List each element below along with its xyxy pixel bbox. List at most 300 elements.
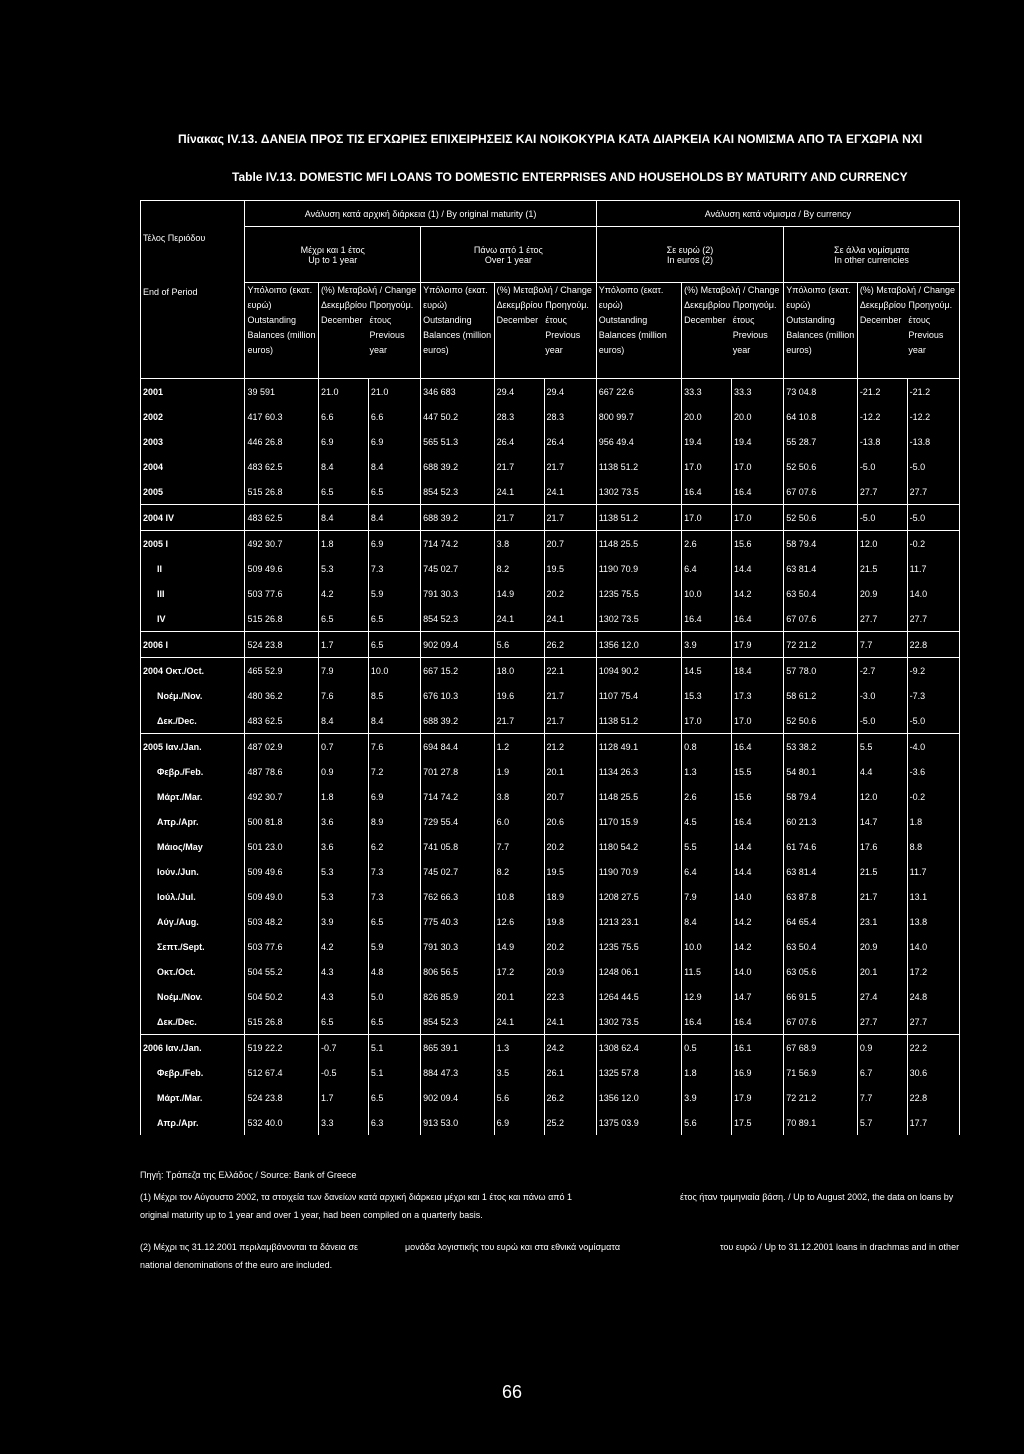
row-label: Σεπτ./Sept.	[141, 934, 245, 959]
change-cell: 17.5	[732, 1110, 784, 1135]
change-cell: 6.5	[368, 1009, 420, 1035]
balance-cell: 487 02.9	[245, 734, 319, 760]
balance-cell: 509 49.0	[245, 884, 319, 909]
change-cell: 0.9	[319, 759, 369, 784]
balance-cell: 1302 73.5	[596, 479, 681, 505]
change-cell: 1.8	[907, 809, 959, 834]
change-cell: 4.3	[319, 959, 369, 984]
change-cell: 24.1	[544, 479, 596, 505]
change-cell: 1.8	[319, 784, 369, 809]
balance-cell: 509 49.6	[245, 556, 319, 581]
change-cell: 26.1	[544, 1060, 596, 1085]
balance-cell: 741 05.8	[421, 834, 495, 859]
balance-cell: 688 39.2	[421, 505, 495, 531]
change-cell: 6.6	[319, 404, 369, 429]
balance-cell: 884 47.3	[421, 1060, 495, 1085]
balance-cell: 1264 44.5	[596, 984, 681, 1009]
change-cell: 14.7	[732, 984, 784, 1009]
change-cell: 6.4	[682, 556, 732, 581]
euro-header: Σε ευρώ (2) In euros (2)	[596, 227, 784, 283]
table-row	[141, 606, 960, 632]
change-cell: 18.4	[732, 658, 784, 684]
row-label: Αύγ./Aug.	[141, 909, 245, 934]
change-cell: 20.9	[857, 581, 907, 606]
change-cell: 16.4	[732, 1009, 784, 1035]
dec-header: Δεκεμβρίου December	[684, 300, 731, 325]
change-cell: 8.4	[368, 708, 420, 734]
change-cell: 20.7	[544, 784, 596, 809]
change-cell: 3.3	[319, 1110, 369, 1135]
change-cell: 20.9	[544, 959, 596, 984]
balance-cell: 70 89.1	[784, 1110, 858, 1135]
balance-header: Υπόλοιπο (εκατ. ευρώ) Outstanding Balances (million euros)	[421, 283, 495, 379]
table-row	[141, 708, 960, 734]
change-cell: 0.9	[857, 1035, 907, 1061]
change-cell: 4.2	[319, 581, 369, 606]
balance-cell: 667 15.2	[421, 658, 495, 684]
change-cell: 14.2	[732, 581, 784, 606]
change-cell: 1.7	[319, 1085, 369, 1110]
change-cell: 18.9	[544, 884, 596, 909]
balance-cell: 447 50.2	[421, 404, 495, 429]
balance-cell: 688 39.2	[421, 708, 495, 734]
change-cell: 26.4	[544, 429, 596, 454]
change-cell: 29.4	[494, 379, 544, 405]
balance-cell: 902 09.4	[421, 632, 495, 658]
change-cell: 17.0	[682, 505, 732, 531]
balance-cell: 503 77.6	[245, 934, 319, 959]
change-cell: 7.3	[368, 884, 420, 909]
balance-cell: 1094 90.2	[596, 658, 681, 684]
change-cell: 15.6	[732, 784, 784, 809]
change-cell: 5.3	[319, 859, 369, 884]
dec-header: Δεκεμβρίου December	[859, 300, 906, 325]
balance-cell: 515 26.8	[245, 1009, 319, 1035]
dec-header: Δεκεμβρίου December	[496, 300, 543, 325]
change-cell: -0.2	[907, 531, 959, 557]
change-cell: 19.8	[544, 909, 596, 934]
footnote-1b: έτος ήταν τριμηνιαία βάση. / Up to August 2002, the data on loans by	[680, 1192, 954, 1202]
footnote-2a: (2) Μέχρι τις 31.12.2001 περιλαμβάνονται τα δάνεια σε	[140, 1242, 359, 1252]
table-row	[141, 454, 960, 479]
change-cell: 6.5	[368, 909, 420, 934]
change-cell: 17.6	[857, 834, 907, 859]
change-cell: 20.6	[544, 809, 596, 834]
change-cell: 27.4	[857, 984, 907, 1009]
change-cell: 8.4	[319, 505, 369, 531]
change-cell: 7.2	[368, 759, 420, 784]
row-label: 2004 Οκτ./Oct.	[141, 658, 245, 684]
change-cell: -0.7	[319, 1035, 369, 1061]
change-header-label: (%) Μεταβολή / Change	[684, 285, 780, 295]
change-cell: 22.2	[907, 1035, 959, 1061]
row-label: 2002	[141, 404, 245, 429]
balance-cell: 1148 25.5	[596, 531, 681, 557]
balance-cell: 52 50.6	[784, 708, 858, 734]
prev-header: Προηγούμ. έτους Previous year	[545, 300, 589, 355]
change-cell: 14.2	[732, 909, 784, 934]
balance-cell: 503 77.6	[245, 581, 319, 606]
change-cell: 5.6	[682, 1110, 732, 1135]
balance-cell: 63 81.4	[784, 556, 858, 581]
balance-cell: 714 74.2	[421, 784, 495, 809]
change-cell: 5.6	[494, 1085, 544, 1110]
balance-cell: 52 50.6	[784, 454, 858, 479]
change-cell: 25.2	[544, 1110, 596, 1135]
change-cell: 3.8	[494, 784, 544, 809]
change-header	[494, 283, 596, 379]
change-cell: 11.7	[907, 556, 959, 581]
change-cell: -5.0	[857, 505, 907, 531]
change-cell: -21.2	[857, 379, 907, 405]
balance-cell: 492 30.7	[245, 784, 319, 809]
row-label: 2004 IV	[141, 505, 245, 531]
change-cell: 6.5	[319, 1009, 369, 1035]
table-row	[141, 379, 960, 405]
prev-header: Προηγούμ. έτους Previous year	[908, 300, 953, 355]
change-cell: -7.3	[907, 683, 959, 708]
change-cell: 7.6	[368, 734, 420, 760]
change-cell: 15.6	[732, 531, 784, 557]
change-cell: 8.4	[319, 454, 369, 479]
balance-cell: 1302 73.5	[596, 1009, 681, 1035]
source-note: Πηγή: Τράπεζα της Ελλάδος / Source: Bank of Greece	[140, 1170, 357, 1180]
change-cell: 6.5	[368, 606, 420, 632]
change-cell: 14.4	[732, 556, 784, 581]
balance-cell: 61 74.6	[784, 834, 858, 859]
change-cell: 4.8	[368, 959, 420, 984]
change-cell: 16.4	[732, 479, 784, 505]
table-title-greek: Πίνακας IV.13. ΔΑΝΕΙΑ ΠΡΟΣ ΤΙΣ ΕΓΧΩΡΙΕΣ ΕΠΙΧΕΙΡΗΣΕΙΣ ΚΑΙ ΝΟΙΚΟΚΥΡΙΑ ΚΑΤΑ ΔΙΑΡΚΕΙΑ ΚΑΙ ΝΟΜΙΣΜΑ ΑΠΟ ΤΑ ΕΓΧΩΡΙΑ ΝΧΙ	[178, 132, 923, 146]
table-body	[141, 379, 960, 1136]
table-row	[141, 959, 960, 984]
row-label: Νοέμ./Nov.	[141, 984, 245, 1009]
balance-cell: 487 78.6	[245, 759, 319, 784]
change-cell: 10.8	[494, 884, 544, 909]
footnote-1a: (1) Μέχρι τον Αύγουστο 2002, τα στοιχεία των δανείων κατά αρχική διάρκεια μέχρι και 1 έτος και πάνω από 1	[140, 1192, 572, 1202]
change-cell: 16.4	[682, 479, 732, 505]
row-label: 2004	[141, 454, 245, 479]
change-header-label: (%) Μεταβολή / Change	[321, 285, 417, 295]
balance-cell: 1107 75.4	[596, 683, 681, 708]
change-cell: 20.0	[732, 404, 784, 429]
change-cell: 21.7	[857, 884, 907, 909]
balance-cell: 512 67.4	[245, 1060, 319, 1085]
change-cell: 17.0	[682, 708, 732, 734]
balance-cell: 902 09.4	[421, 1085, 495, 1110]
balance-cell: 1180 54.2	[596, 834, 681, 859]
change-cell: 6.2	[368, 834, 420, 859]
balance-cell: 54 80.1	[784, 759, 858, 784]
footnote-2d: national denominations of the euro are included.	[140, 1260, 333, 1270]
balance-cell: 67 07.6	[784, 1009, 858, 1035]
table-title-english: Table IV.13. DOMESTIC MFI LOANS TO DOMESTIC ENTERPRISES AND HOUSEHOLDS BY MATURITY AND CURRENCY	[232, 170, 908, 184]
change-cell: 14.7	[857, 809, 907, 834]
balance-cell: 57 78.0	[784, 658, 858, 684]
balance-cell: 1308 62.4	[596, 1035, 681, 1061]
balance-cell: 58 79.4	[784, 784, 858, 809]
change-cell: -3.0	[857, 683, 907, 708]
change-cell: 6.9	[494, 1110, 544, 1135]
change-cell: 3.9	[682, 1085, 732, 1110]
row-label: 2005	[141, 479, 245, 505]
balance-cell: 1235 75.5	[596, 934, 681, 959]
balance-cell: 1302 73.5	[596, 606, 681, 632]
change-header	[319, 283, 421, 379]
change-cell: 7.9	[319, 658, 369, 684]
change-cell: -12.2	[907, 404, 959, 429]
change-cell: 24.1	[494, 1009, 544, 1035]
change-cell: -5.0	[907, 454, 959, 479]
change-cell: 21.5	[857, 859, 907, 884]
change-cell: 4.5	[682, 809, 732, 834]
change-cell: 16.9	[732, 1060, 784, 1085]
change-cell: 11.5	[682, 959, 732, 984]
balance-cell: 483 62.5	[245, 505, 319, 531]
table-row	[141, 404, 960, 429]
change-cell: -13.8	[857, 429, 907, 454]
table-row	[141, 479, 960, 505]
balance-cell: 64 65.4	[784, 909, 858, 934]
balance-cell: 1213 23.1	[596, 909, 681, 934]
change-cell: 17.3	[732, 683, 784, 708]
change-cell: 17.7	[907, 1110, 959, 1135]
change-cell: 3.8	[494, 531, 544, 557]
table-row	[141, 1035, 960, 1061]
row-label: 2006 Ιαν./Jan.	[141, 1035, 245, 1061]
change-cell: 24.2	[544, 1035, 596, 1061]
change-cell: -5.0	[857, 708, 907, 734]
change-cell: 7.7	[494, 834, 544, 859]
change-cell: 19.4	[682, 429, 732, 454]
balance-header: Υπόλοιπο (εκατ. ευρώ) Outstanding Balances (million euros)	[784, 283, 858, 379]
change-cell: 7.7	[857, 632, 907, 658]
balance-cell: 492 30.7	[245, 531, 319, 557]
change-cell: 5.5	[857, 734, 907, 760]
change-cell: 21.7	[494, 708, 544, 734]
change-cell: 8.8	[907, 834, 959, 859]
balance-cell: 483 62.5	[245, 708, 319, 734]
row-label: Νοέμ./Nov.	[141, 683, 245, 708]
balance-cell: 72 21.2	[784, 632, 858, 658]
upto-header: Μέχρι και 1 έτος Up to 1 year	[245, 227, 421, 283]
change-cell: 20.1	[544, 759, 596, 784]
change-header	[857, 283, 959, 379]
change-cell: -12.2	[857, 404, 907, 429]
balance-cell: 826 85.9	[421, 984, 495, 1009]
change-cell: 20.9	[857, 934, 907, 959]
change-cell: 3.6	[319, 809, 369, 834]
change-cell: 4.3	[319, 984, 369, 1009]
balance-cell: 67 07.6	[784, 606, 858, 632]
change-cell: 6.7	[857, 1060, 907, 1085]
row-label: 2006 I	[141, 632, 245, 658]
footnote-1c: original maturity up to 1 year and over 1 year, had been compiled on a quarterly basis.	[140, 1210, 483, 1220]
balance-cell: 1138 51.2	[596, 454, 681, 479]
change-cell: 5.9	[368, 581, 420, 606]
change-cell: 1.3	[682, 759, 732, 784]
row-label: Ιούν./Jun.	[141, 859, 245, 884]
change-cell: 17.9	[732, 632, 784, 658]
balance-cell: 854 52.3	[421, 606, 495, 632]
change-cell: 21.2	[544, 734, 596, 760]
balance-cell: 519 22.2	[245, 1035, 319, 1061]
change-cell: 14.9	[494, 581, 544, 606]
change-cell: 27.7	[907, 606, 959, 632]
balance-cell: 1208 27.5	[596, 884, 681, 909]
change-cell: 6.4	[682, 859, 732, 884]
row-label: III	[141, 581, 245, 606]
change-cell: -4.0	[907, 734, 959, 760]
change-cell: 21.7	[544, 505, 596, 531]
table-row	[141, 632, 960, 658]
balance-cell: 775 40.3	[421, 909, 495, 934]
balance-cell: 52 50.6	[784, 505, 858, 531]
balance-cell: 480 36.2	[245, 683, 319, 708]
balance-cell: 346 683	[421, 379, 495, 405]
balance-cell: 701 27.8	[421, 759, 495, 784]
change-header-label: (%) Μεταβολή / Change	[859, 285, 955, 295]
balance-cell: 72 21.2	[784, 1085, 858, 1110]
prev-header: Προηγούμ. έτους Previous year	[369, 300, 414, 355]
change-cell: 8.2	[494, 859, 544, 884]
change-cell: 20.0	[682, 404, 732, 429]
change-cell: 7.9	[682, 884, 732, 909]
table-row	[141, 429, 960, 454]
maturity-header: Ανάλυση κατά αρχική διάρκεια (1) / By original maturity (1)	[245, 201, 596, 227]
balance-cell: 1325 57.8	[596, 1060, 681, 1085]
balance-cell: 688 39.2	[421, 454, 495, 479]
change-cell: 12.0	[857, 784, 907, 809]
change-cell: 15.3	[682, 683, 732, 708]
balance-cell: 524 23.8	[245, 1085, 319, 1110]
change-cell: 8.2	[494, 556, 544, 581]
change-cell: 6.0	[494, 809, 544, 834]
change-cell: 24.1	[494, 606, 544, 632]
balance-header: Υπόλοιπο (εκατ. ευρώ) Outstanding Balances (million euros)	[596, 283, 681, 379]
loans-table	[140, 200, 960, 1135]
change-cell: 16.4	[682, 606, 732, 632]
change-cell: 6.3	[368, 1110, 420, 1135]
row-label: Απρ./Apr.	[141, 1110, 245, 1135]
change-cell: 21.5	[857, 556, 907, 581]
row-label: 2003	[141, 429, 245, 454]
change-cell: 33.3	[682, 379, 732, 405]
change-cell: 17.2	[907, 959, 959, 984]
balance-cell: 667 22.6	[596, 379, 681, 405]
change-cell: 22.8	[907, 632, 959, 658]
change-cell: 4.4	[857, 759, 907, 784]
change-cell: 17.0	[732, 505, 784, 531]
change-cell: 22.8	[907, 1085, 959, 1110]
balance-cell: 694 84.4	[421, 734, 495, 760]
change-cell: 21.7	[544, 708, 596, 734]
row-label: II	[141, 556, 245, 581]
table-row	[141, 556, 960, 581]
table-row	[141, 1110, 960, 1135]
balance-cell: 71 56.9	[784, 1060, 858, 1085]
balance-cell: 66 91.5	[784, 984, 858, 1009]
balance-cell: 1190 70.9	[596, 859, 681, 884]
change-cell: 14.4	[732, 859, 784, 884]
change-cell: 19.6	[494, 683, 544, 708]
balance-cell: 791 30.3	[421, 934, 495, 959]
balance-cell: 565 51.3	[421, 429, 495, 454]
balance-cell: 532 40.0	[245, 1110, 319, 1135]
row-label: IV	[141, 606, 245, 632]
change-cell: 1.8	[682, 1060, 732, 1085]
change-cell: -0.5	[319, 1060, 369, 1085]
row-label: Μάρτ./Mar.	[141, 784, 245, 809]
table-row	[141, 834, 960, 859]
change-cell: -13.8	[907, 429, 959, 454]
change-cell: 21.7	[544, 683, 596, 708]
footnote-2b: μονάδα λογιστικής του ευρώ και στα εθνικά νομίσματα	[405, 1242, 621, 1252]
change-cell: -5.0	[907, 505, 959, 531]
table-row	[141, 934, 960, 959]
balance-cell: 1170 15.9	[596, 809, 681, 834]
change-cell: 23.1	[857, 909, 907, 934]
change-cell: 27.7	[857, 1009, 907, 1035]
balance-cell: 483 62.5	[245, 454, 319, 479]
balance-cell: 63 50.4	[784, 934, 858, 959]
balance-cell: 67 68.9	[784, 1035, 858, 1061]
table-row	[141, 1085, 960, 1110]
change-cell: -2.7	[857, 658, 907, 684]
page-number: 66	[501, 1382, 523, 1402]
change-cell: 33.3	[732, 379, 784, 405]
change-cell: 18.0	[494, 658, 544, 684]
table-row	[141, 658, 960, 684]
change-cell: 7.7	[857, 1085, 907, 1110]
balance-cell: 729 55.4	[421, 809, 495, 834]
change-cell: 5.7	[857, 1110, 907, 1135]
change-cell: 10.0	[682, 581, 732, 606]
prev-header: Προηγούμ. έτους Previous year	[732, 300, 777, 355]
change-cell: 6.5	[319, 479, 369, 505]
change-cell: 21.7	[544, 454, 596, 479]
balance-cell: 800 99.7	[596, 404, 681, 429]
row-label: 2001	[141, 379, 245, 405]
change-cell: 17.2	[494, 959, 544, 984]
change-cell: 22.3	[544, 984, 596, 1009]
change-cell: 26.2	[544, 632, 596, 658]
balance-cell: 446 26.8	[245, 429, 319, 454]
balance-cell: 515 26.8	[245, 606, 319, 632]
table-row	[141, 1009, 960, 1035]
change-cell: 27.7	[907, 479, 959, 505]
row-label: Απρ./Apr.	[141, 809, 245, 834]
balance-cell: 509 49.6	[245, 859, 319, 884]
balance-cell: 1375 03.9	[596, 1110, 681, 1135]
change-cell: 6.9	[368, 784, 420, 809]
row-label: Δεκ./Dec.	[141, 1009, 245, 1035]
change-cell: 20.2	[544, 581, 596, 606]
balance-cell: 1134 26.3	[596, 759, 681, 784]
balance-cell: 504 50.2	[245, 984, 319, 1009]
balance-cell: 504 55.2	[245, 959, 319, 984]
change-cell: 20.7	[544, 531, 596, 557]
balance-cell: 39 591	[245, 379, 319, 405]
change-cell: 14.4	[732, 834, 784, 859]
currency-header: Ανάλυση κατά νόμισμα / By currency	[596, 201, 959, 227]
table-row	[141, 581, 960, 606]
change-cell: 4.2	[319, 934, 369, 959]
change-cell: 6.5	[368, 632, 420, 658]
change-cell: 3.9	[319, 909, 369, 934]
balance-cell: 1128 49.1	[596, 734, 681, 760]
dec-header: Δεκεμβρίου December	[321, 300, 367, 325]
